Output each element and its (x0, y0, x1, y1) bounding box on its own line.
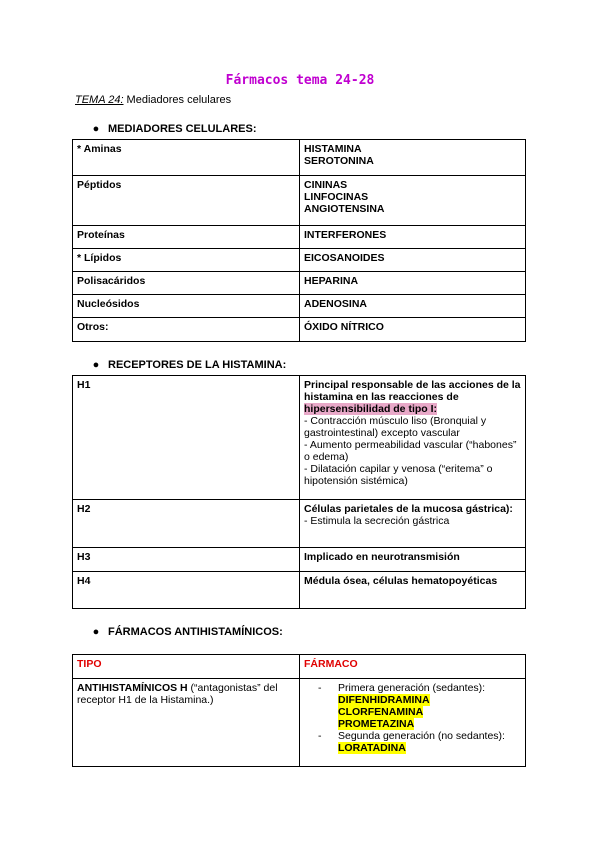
table-cell: HEPARINA (300, 272, 526, 295)
table-cell: H2 (73, 500, 300, 548)
table-cell (300, 500, 526, 548)
table-cell (300, 140, 526, 176)
list-item (304, 730, 521, 742)
table-cell: Otros: (73, 318, 300, 342)
table-row (73, 226, 526, 249)
mediadores-table (72, 139, 526, 342)
section-title: RECEPTORES DE LA HISTAMINA: (108, 359, 287, 371)
table-row (73, 572, 526, 609)
drug-name: PROMETAZINA (338, 718, 415, 730)
cell-line: - Aumento permeabilidad vascular (“habones” o edema) (304, 439, 517, 463)
tema-text: Mediadores celulares (123, 94, 232, 106)
table-cell (300, 679, 526, 767)
table-row (73, 500, 526, 548)
table-cell (300, 376, 526, 500)
table-row (73, 548, 526, 572)
table-row (73, 655, 526, 679)
table-row (73, 249, 526, 272)
table-cell: * Lípidos (73, 249, 300, 272)
h1-highlight: hipersensibilidad de tipo I: (304, 403, 438, 415)
table-cell: ÓXIDO NÍTRICO (300, 318, 526, 342)
table-cell: Nucleósidos (73, 295, 300, 318)
table-cell: Polisacáridos (73, 272, 300, 295)
table-cell: Implicado en neurotransmisión (300, 548, 526, 572)
section-farmacos (90, 626, 283, 638)
gen2-label: Segunda generación (no sedantes): (338, 730, 505, 742)
table-cell: INTERFERONES (300, 226, 526, 249)
generation-list (304, 682, 521, 694)
drug-item (304, 742, 521, 754)
h1-description: Principal responsable de las acciones de la histamina en las reacciones de (304, 379, 521, 403)
cell-line: LINFOCINAS (304, 191, 369, 203)
page-title: Fármacos tema 24-28 (225, 73, 375, 88)
table-row (73, 295, 526, 318)
table-row (73, 272, 526, 295)
list-item (304, 682, 521, 694)
drug-item (304, 706, 521, 718)
cell-line: - Estimula la secreción gástrica (304, 515, 450, 527)
drug-item (304, 694, 521, 706)
table-cell: H3 (73, 548, 300, 572)
cell-line: CININAS (304, 179, 348, 191)
table-row (73, 318, 526, 342)
cell-line: - Contracción músculo liso (Bronquial y gastrointestinal) excepto vascular (304, 415, 487, 439)
table-cell: Péptidos (73, 176, 300, 226)
table-row (73, 140, 526, 176)
gen1-label: Primera generación (sedantes): (338, 682, 486, 694)
cell-line: - Dilatación capilar y venosa (“eritema” o hipotensión sistémica) (304, 463, 493, 487)
drug-item (304, 718, 521, 730)
header-farmaco: FÁRMACO (300, 655, 526, 679)
table-cell: Médula ósea, células hematopoyéticas (300, 572, 526, 609)
tema-label: TEMA 24: (75, 94, 124, 106)
table-cell (300, 176, 526, 226)
cell-line: ANGIOTENSINA (304, 203, 385, 215)
cell-line: SEROTONINA (304, 155, 374, 167)
table-cell: EICOSANOIDES (300, 249, 526, 272)
section-title: FÁRMACOS ANTIHISTAMÍNICOS: (108, 626, 283, 638)
cell-line: HISTAMINA (304, 143, 362, 155)
section-receptores (90, 359, 286, 371)
drug-name: CLORFENAMINA (338, 706, 424, 718)
table-row (73, 679, 526, 767)
section-title: MEDIADORES CELULARES: (108, 123, 257, 135)
bullet-icon: ● (92, 359, 100, 371)
tipo-bold: ANTIHISTAMÍNICOS H (77, 682, 188, 694)
table-cell: H4 (73, 572, 300, 609)
receptores-table (72, 375, 526, 609)
table-cell: Proteínas (73, 226, 300, 249)
generation-list (304, 730, 521, 742)
farmacos-table (72, 654, 526, 767)
bullet-icon: ● (92, 123, 100, 135)
table-cell: * Aminas (73, 140, 300, 176)
drug-name: LORATADINA (338, 742, 406, 754)
table-cell (73, 679, 300, 767)
cell-text: Células parietales de la mucosa gástrica): (304, 503, 513, 515)
header-tipo: TIPO (73, 655, 300, 679)
drug-name: DIFENHIDRAMINA (338, 694, 430, 706)
table-row (73, 376, 526, 500)
dash-icon: - (318, 682, 322, 694)
cell-text (304, 379, 521, 415)
table-cell: H1 (73, 376, 300, 500)
table-row (73, 176, 526, 226)
subtitle (75, 94, 231, 106)
table-cell: ADENOSINA (300, 295, 526, 318)
dash-icon: - (318, 730, 322, 742)
section-mediadores (90, 123, 257, 135)
bullet-icon: ● (92, 626, 100, 638)
tipo-rest: (“antagonistas” del receptor H1 de la Histamina.) (77, 682, 278, 706)
